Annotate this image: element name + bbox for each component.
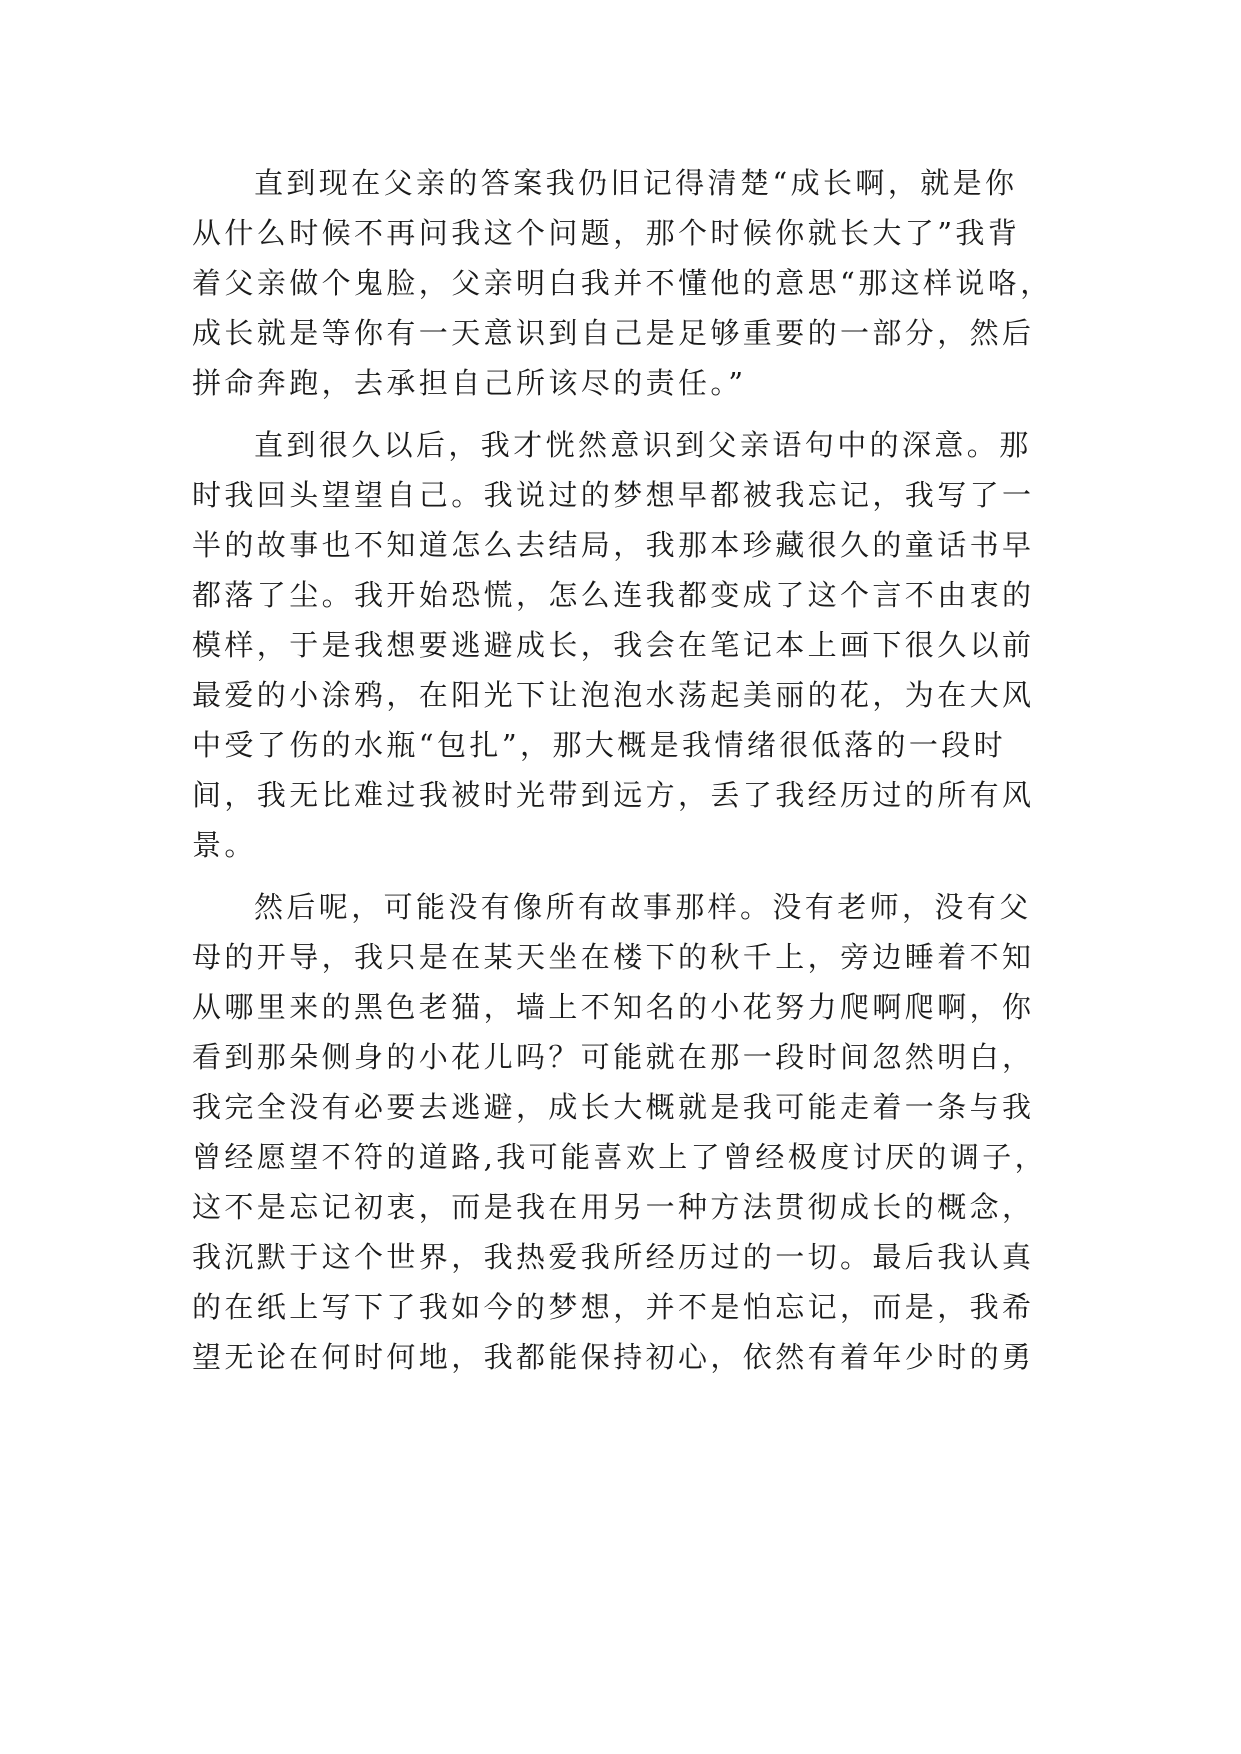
text-line: 然后呢，可能没有像所有故事那样。没有老师，没有父	[254, 890, 1032, 924]
text-line: 中受了伤的水瓶“包扎”，那大概是我情绪很低落的一段时	[192, 728, 1007, 762]
paragraph-3	[192, 882, 1048, 1382]
text-line: 模样，于是我想要逃避成长，我会在笔记本上画下很久以前	[192, 628, 1035, 662]
text-line: 从哪里来的黑色老猫，墙上不知名的小花努力爬啊爬啊，你	[192, 990, 1035, 1024]
paragraph-2	[192, 420, 1042, 870]
text-line: 直到现在父亲的答案我仍旧记得清楚“成长啊，就是你	[254, 166, 1018, 200]
text-line: 着父亲做个鬼脸，父亲明白我并不懂他的意思“那这样说咯，	[192, 266, 1053, 300]
text-line: 曾经愿望不符的道路,我可能喜欢上了曾经极度讨厌的调子，	[192, 1140, 1048, 1174]
text-line: 我完全没有必要去逃避，成长大概就是我可能走着一条与我	[192, 1090, 1035, 1124]
text-line: 半的故事也不知道怎么去结局，我那本珍藏很久的童话书早	[192, 528, 1035, 562]
paragraph-spacer	[192, 408, 1042, 420]
text-line: 景。	[192, 828, 257, 862]
text-line: 成长就是等你有一天意识到自己是足够重要的一部分，然后	[192, 316, 1035, 350]
text-line: 这不是忘记初衷，而是我在用另一种方法贯彻成长的概念，	[192, 1190, 1035, 1224]
text-line: 从什么时候不再问我这个问题，那个时候你就长大了”我背	[192, 216, 1021, 250]
text-line: 的在纸上写下了我如今的梦想，并不是怕忘记，而是，我希	[192, 1290, 1035, 1324]
text-line: 直到很久以后，我才恍然意识到父亲语句中的深意。那	[254, 428, 1032, 462]
paragraph-spacer	[192, 870, 1042, 882]
paragraph-1	[192, 158, 1053, 408]
text-line: 拼命奔跑，去承担自己所该尽的责任。”	[192, 366, 747, 400]
document-body	[192, 158, 1053, 1382]
text-line: 看到那朵侧身的小花儿吗？可能就在那一段时间忽然明白，	[192, 1040, 1035, 1074]
text-line: 都落了尘。我开始恐慌，怎么连我都变成了这个言不由衷的	[192, 578, 1035, 612]
text-line: 母的开导，我只是在某天坐在楼下的秋千上，旁边睡着不知	[192, 940, 1035, 974]
text-line: 时我回头望望自己。我说过的梦想早都被我忘记，我写了一	[192, 478, 1035, 512]
text-line: 望无论在何时何地，我都能保持初心，依然有着年少时的勇	[192, 1340, 1035, 1374]
text-line: 最爱的小涂鸦，在阳光下让泡泡水荡起美丽的花，为在大风	[192, 678, 1035, 712]
text-line: 间，我无比难过我被时光带到远方，丢了我经历过的所有风	[192, 778, 1035, 812]
text-line: 我沉默于这个世界，我热爱我所经历过的一切。最后我认真	[192, 1240, 1035, 1274]
